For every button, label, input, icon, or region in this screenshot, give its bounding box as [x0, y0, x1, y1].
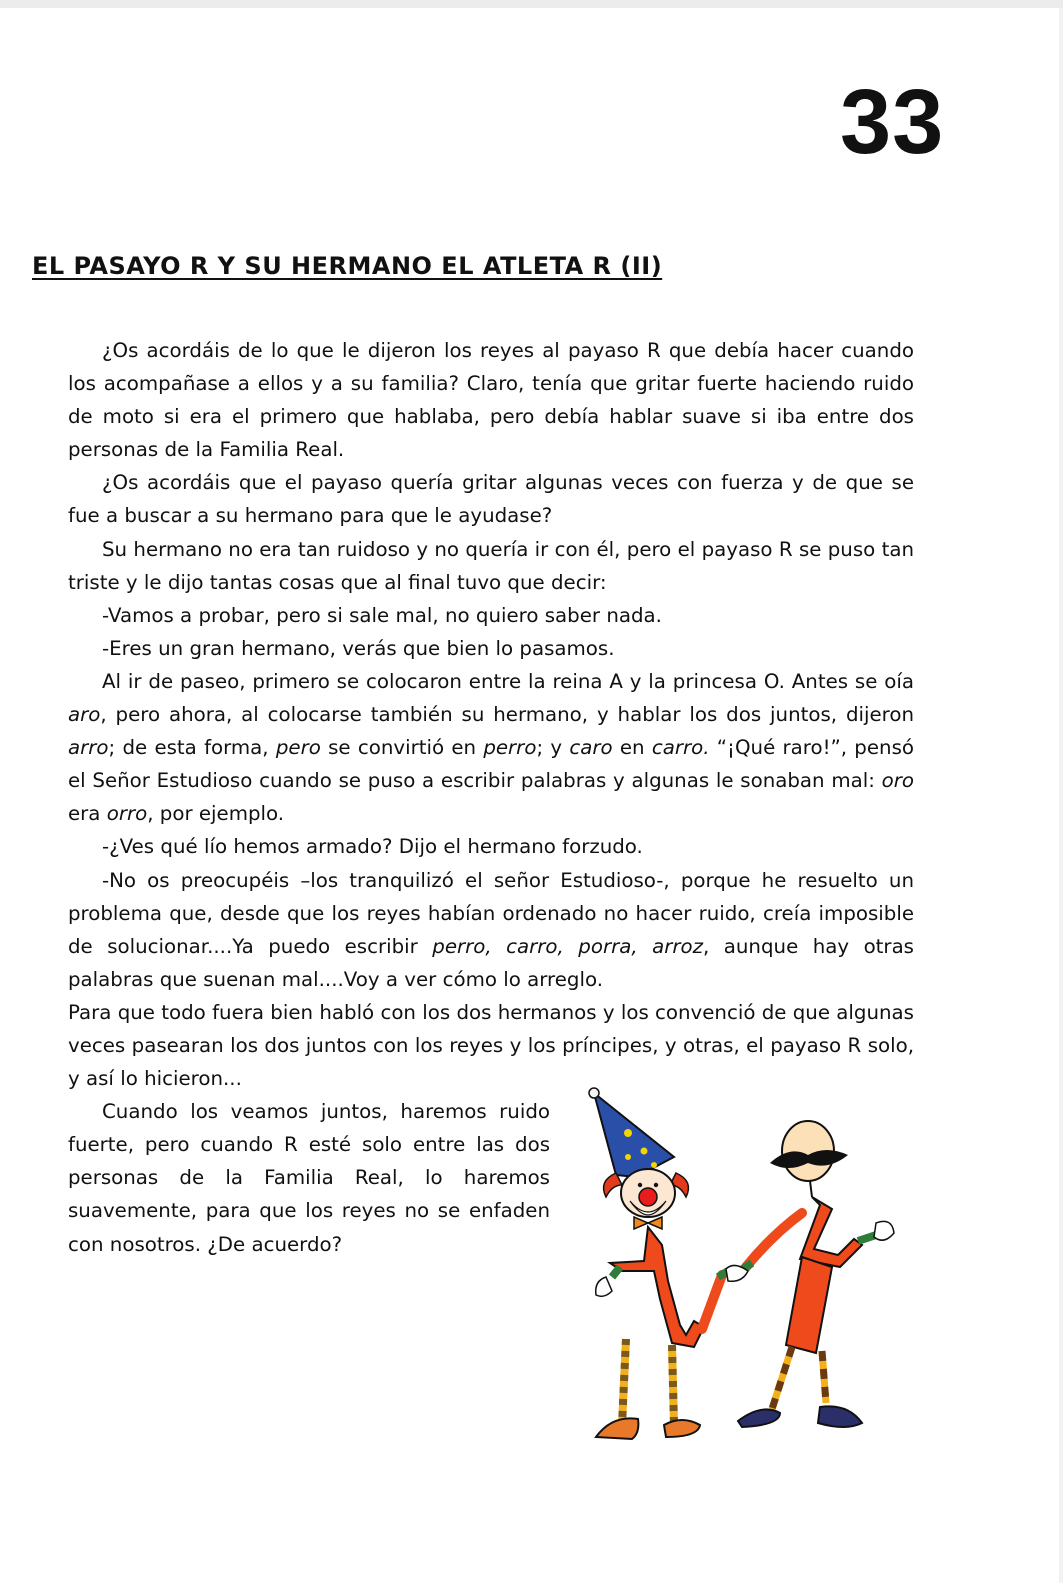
- text-run: , aunque hay otras palabras que suenan mal....Voy a ver cómo lo arreglo.: [68, 934, 914, 991]
- italic-word: carro.: [651, 736, 710, 760]
- text-run: era: [68, 802, 107, 826]
- dialogue-line: -Eres un gran hermano, verás que bien lo pasamos.: [102, 636, 615, 660]
- text-run: “¡Qué raro!”, pensó el Señor Estudioso cuando se puso a escribir palabras y algunas le sonaban mal:: [68, 736, 914, 793]
- paragraph: Cuando los veamos juntos, haremos ruido fuerte, pero cuando R esté solo entre las dos personas de la Familia Real, lo haremos suavemente, para que los reyes no se enfaden con nosotros. ¿De acuerdo?: [68, 1100, 550, 1256]
- page-number: 33: [840, 71, 945, 173]
- page-title: EL PASAYO R Y SU HERMANO EL ATLETA R (II): [32, 252, 663, 280]
- italic-word: perro: [483, 736, 537, 760]
- italic-word: aro: [68, 703, 101, 727]
- paragraph: Para que todo fuera bien habló con los dos hermanos y los convenció de que algunas veces pasearan los dos juntos con los reyes y los príncipes, y otras, el payaso R solo, y así lo hicieron...: [68, 1000, 914, 1091]
- text-run: ; de esta forma,: [108, 736, 276, 760]
- italic-word: perro, carro, porra, arroz: [432, 934, 703, 958]
- dialogue-line: -Vamos a probar, pero si sale mal, no quiero saber nada.: [102, 603, 662, 627]
- text-run: se convirtió en: [320, 736, 484, 760]
- italic-word: arro: [68, 736, 109, 760]
- italic-word: orro: [106, 802, 148, 826]
- italic-word: pero: [275, 736, 321, 760]
- top-bar: [0, 0, 1063, 8]
- italic-word: oro: [881, 769, 914, 793]
- page-edge: [1059, 8, 1063, 1583]
- text-run: , pero ahora, al colocarse también su hermano, y hablar los dos juntos, dijeron: [100, 703, 914, 727]
- paragraph: ¿Os acordáis que el payaso quería gritar algunas veces con fuerza y de que se fue a buscar a su hermano para que le ayudase?: [68, 471, 914, 528]
- text-run: ; y: [536, 736, 570, 760]
- paragraph: Su hermano no era tan ruidoso y no quería ir con él, pero el payaso R se puso tan triste y le dijo tantas cosas que al final tuvo que decir:: [68, 537, 914, 594]
- text-run: -No os preocupéis –los tranquilizó el señor Estudioso-, porque he resuelto un problema que, desde que los reyes habían ordenado no hacer ruido, creía imposible de solucionar....Ya puedo escribir: [68, 868, 914, 958]
- paragraph: [68, 665, 914, 830]
- paragraph: [68, 864, 914, 996]
- paragraph: ¿Os acordáis de lo que le dijeron los reyes al payaso R que debía hacer cuando los acompañase a ellos y a su familia? Claro, tenía que gritar fuerte haciendo ruido de moto si era el primero que hablaba, pero debía hablar suave si iba entre dos personas de la Familia Real.: [68, 339, 914, 462]
- dialogue-line: -¿Ves qué lío hemos armado? Dijo el hermano forzudo.: [102, 835, 643, 859]
- text-run: en: [612, 736, 652, 760]
- text-run: Al ir de paseo, primero se colocaron entre la reina A y la princesa O. Antes se oía: [102, 669, 914, 693]
- text-run: , por ejemplo.: [147, 802, 285, 826]
- clown-and-athlete-illustration: [576, 1085, 916, 1450]
- italic-word: caro: [569, 736, 613, 760]
